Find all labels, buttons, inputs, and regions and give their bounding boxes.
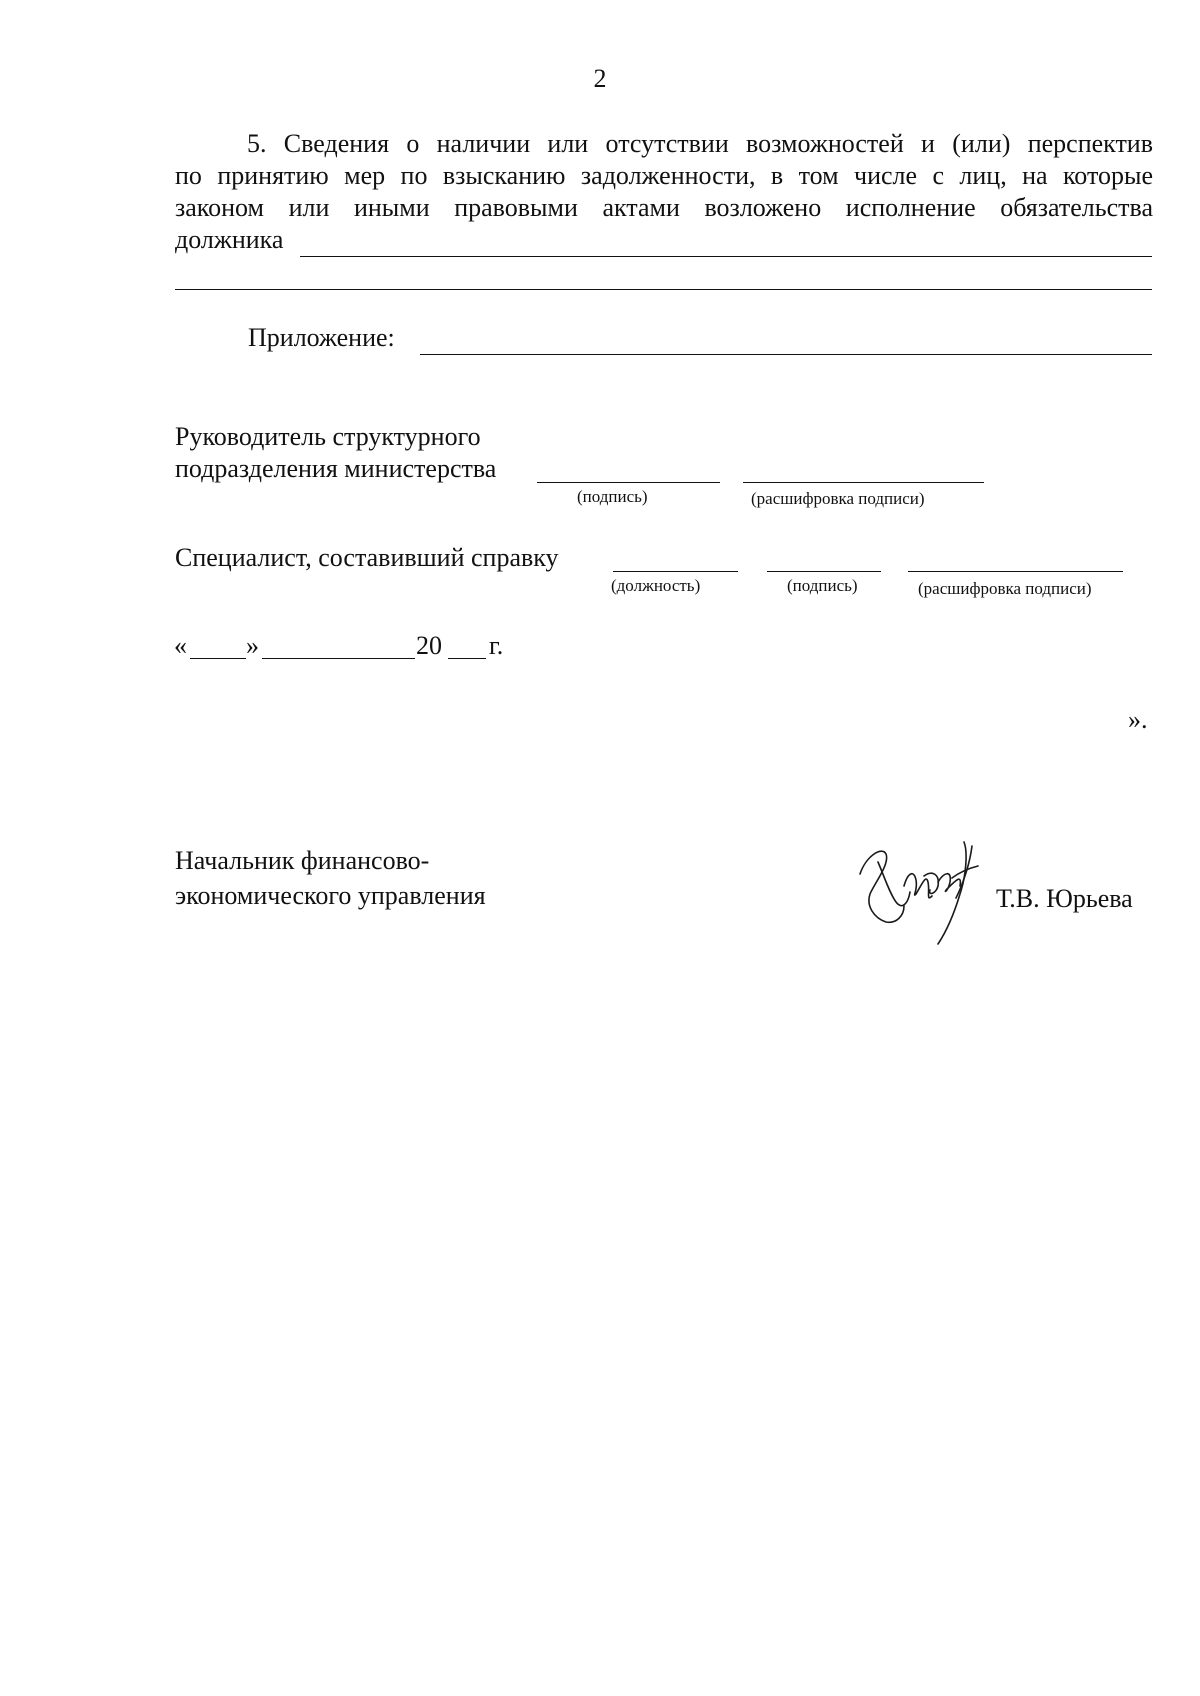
date-month-line (262, 658, 415, 659)
closing-quote-mark: ». (1128, 705, 1148, 734)
date-day-line (190, 658, 246, 659)
debtor-fill-line (300, 256, 1152, 257)
page-number: 2 (593, 64, 607, 93)
footer-title-line-1: Начальник финансово- (175, 846, 430, 875)
section-5-paragraph (175, 128, 1153, 256)
specialist-signature-caption: (подпись) (787, 576, 858, 595)
head-signature-line (537, 482, 720, 483)
date-open-quote: « (174, 631, 187, 660)
attachment-fill-line (420, 354, 1152, 355)
section-5-line-2: по принятию мер по взысканию задолженности, в том числе с лиц, на которые (175, 161, 1153, 190)
footer-title-line-2: экономического управления (175, 881, 486, 910)
date-year-prefix: 20 (416, 631, 442, 660)
section-5-line-1: 5. Сведения о наличии или отсутствии возможностей и (или) перспектив (247, 129, 1153, 158)
head-signature-caption: (подпись) (577, 487, 648, 506)
head-of-unit-title-line-2: подразделения министерства (175, 454, 497, 483)
section-5-line-4: должника (175, 225, 284, 254)
date-year-line (448, 658, 486, 659)
specialist-position-caption: (должность) (611, 576, 701, 595)
specialist-signature-line (767, 571, 881, 572)
specialist-decoding-line (908, 571, 1123, 572)
specialist-position-line (613, 571, 738, 572)
date-year-suffix: г. (489, 631, 504, 660)
debtor-fill-line-2 (175, 289, 1152, 290)
specialist-decoding-caption: (расшифровка подписи) (918, 579, 1092, 598)
specialist-label: Специалист, составивший справку (175, 543, 559, 572)
head-of-unit-title-line-1: Руководитель структурного (175, 422, 481, 451)
head-decoding-caption: (расшифровка подписи) (751, 489, 925, 508)
section-5-line-3: законом или иными правовыми актами возложено исполнение обязательства (175, 193, 1153, 222)
attachment-label: Приложение: (248, 323, 395, 352)
date-close-quote: » (246, 631, 259, 660)
handwritten-signature (852, 832, 992, 952)
footer-name: Т.В. Юрьева (996, 884, 1133, 913)
head-decoding-line (743, 482, 984, 483)
